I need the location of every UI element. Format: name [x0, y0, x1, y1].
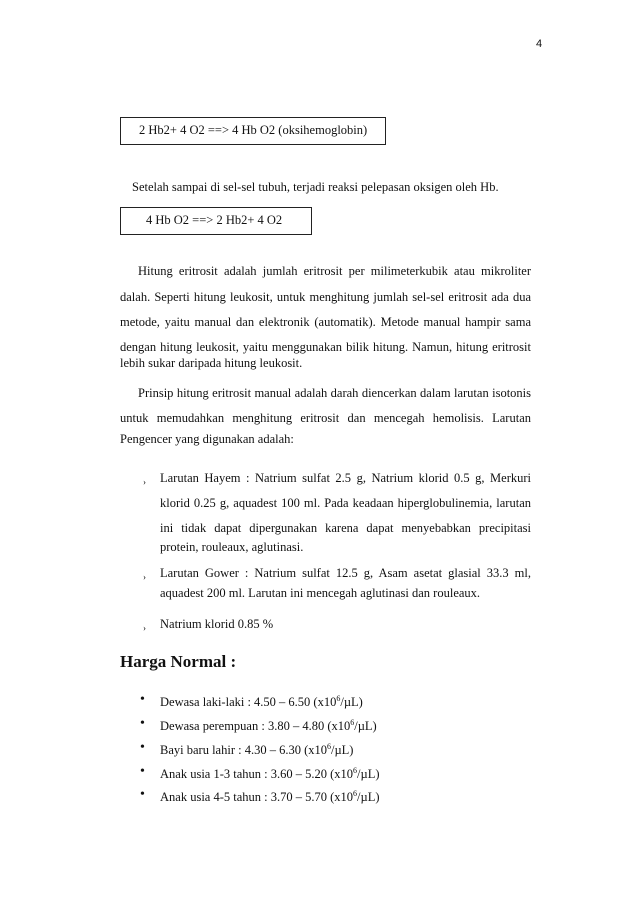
normal-value-item: Bayi baru lahir : 4.30 – 6.30 $(x10^6/\mu L)$	[160, 742, 354, 758]
paragraph-line: Prinsip hitung eritrosit manual adalah darah diencerkan dalam larutan isotonis	[138, 386, 531, 400]
bullet-icon: •	[140, 787, 145, 802]
paragraph-line: dengan hitung leukosit, yaitu menggunakan bilik hitung. Namun, hitung eritrosit	[120, 340, 531, 354]
bullet-icon: •	[140, 692, 145, 707]
normal-value-item: Anak usia 4-5 tahun : 3.70 – 5.70 $(x10^6/\mu L)$	[160, 789, 380, 805]
list-item-line: ini tidak dapat dipergunakan karena dapat menyebabkan precipitasi	[160, 521, 531, 535]
equation-text: 2 Hb2+ 4 O2 ==> 4 Hb O2 (oksihemoglobin)	[139, 123, 368, 137]
section-heading: Harga Normal :	[120, 652, 237, 671]
paragraph-line: metode, yaitu manual dan elektronik (automatik). Metode manual hampir sama	[120, 315, 531, 329]
list-item-line: Natrium klorid 0.85 %	[160, 617, 274, 631]
list-marker-icon: ›	[143, 572, 146, 582]
list-item-line: protein, rouleaux, aglutinasi.	[160, 540, 304, 554]
bullet-icon: •	[140, 716, 145, 731]
page-number: 4	[536, 38, 543, 50]
list-item-line: Larutan Gower : Natrium sulfat 12.5 g, Asam asetat glasial 33.3 ml,	[160, 566, 531, 580]
list-marker-icon: ›	[143, 477, 146, 487]
normal-value-item: Dewasa perempuan : 3.80 – 4.80 $(x10^6/\mu L)$	[160, 718, 377, 734]
normal-value-item: Anak usia 1-3 tahun : 3.60 – 5.20 $(x10^6/\mu L)$	[160, 766, 380, 782]
paragraph-line: untuk memudahkan menghitung eritrosit dan mencegah hemolisis. Larutan	[120, 411, 531, 425]
paragraph-line: lebih sukar daripada hitung leukosit.	[120, 356, 303, 370]
equation-box-release	[120, 207, 312, 235]
bullet-icon: •	[140, 764, 145, 779]
paragraph-line: Pengencer yang digunakan adalah:	[120, 432, 294, 446]
sentence-oxygen-release: Setelah sampai di sel-sel tubuh, terjadi reaksi pelepasan oksigen oleh Hb.	[132, 180, 499, 194]
equation-box-oxygenation	[120, 117, 386, 145]
paragraph-line: Hitung eritrosit adalah jumlah eritrosit per milimeterkubik atau mikroliter	[138, 264, 531, 278]
list-marker-icon: ›	[143, 623, 146, 633]
list-item-line: klorid 0.25 g, aquadest 100 ml. Pada keadaan hiperglobulinemia, larutan	[160, 496, 531, 510]
list-item-line: Larutan Hayem : Natrium sulfat 2.5 g, Natrium klorid 0.5 g, Merkuri	[160, 471, 531, 485]
equation-text: 4 Hb O2 ==> 2 Hb2+ 4 O2	[146, 213, 283, 227]
paragraph-line: dalah. Seperti hitung leukosit, untuk menghitung jumlah sel-sel eritrosit ada dua	[120, 290, 531, 304]
bullet-icon: •	[140, 740, 145, 755]
list-item-line: aquadest 200 ml. Larutan ini mencegah aglutinasi dan rouleaux.	[160, 586, 481, 600]
normal-value-item: Dewasa laki-laki : 4.50 – 6.50 $(x10^6/\mu L)$	[160, 694, 363, 710]
